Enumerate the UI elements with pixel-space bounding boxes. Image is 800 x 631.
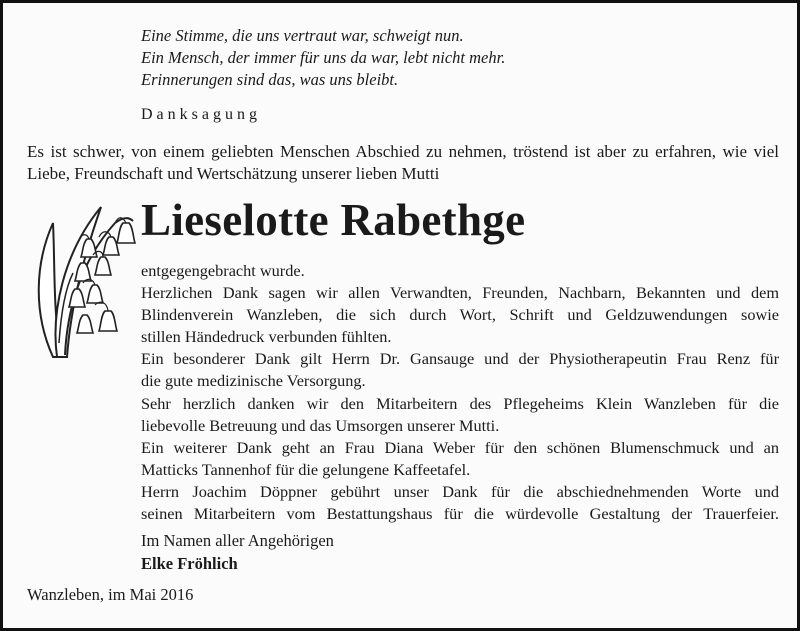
heading-danksagung: Danksagung [141,106,261,123]
deceased-name: Lieselotte Rabethge [141,195,526,245]
poem-line-1: Eine Stimme, die uns vertraut war, schweigt nun. [141,26,464,45]
body-line: liebevolle Betreuung und das Umsorgen unserer Mutti. [141,415,500,435]
body-line: Ein besonderer Dank gilt Herrn Dr. Gansauge und der Physiotherapeutin Frau Renz für [141,349,779,369]
body-line: seinen Mitarbeitern vom Bestattungshaus für die würdevolle Gestaltung der Trauerfeier. [141,504,779,524]
poem [141,25,505,91]
body-line: die gute medizinische Versorgung. [141,371,366,391]
body-line: entgegengebracht wurde. [141,261,305,280]
body-text [141,260,779,525]
place-date: Wanzleben, im Mai 2016 [27,585,194,604]
body-line: Herrn Joachim Döppner gebührt unser Dank für die abschiednehmenden Worte und [141,481,779,501]
body-line: Blindenverein Wanzleben, die sich durch Wort, Schrift und Geldzuwendungen sowie [141,305,779,325]
body-line: stillen Händedruck verbunden fühlten. [141,327,392,347]
poem-line-2: Ein Mensch, der immer für uns da war, lebt nicht mehr. [141,48,506,67]
closing-line: Im Namen aller Angehörigen [141,531,334,550]
poem-line-3: Erinnerungen sind das, was uns bleibt. [141,70,399,89]
body-line: Matticks Tannenhof für die gelungene Kaffeetafel. [141,459,471,479]
intro-paragraph: Es ist schwer, von einem geliebten Menschen Abschied zu nehmen, tröstend ist aber zu erfahren, wie viel Liebe, Freundschaft und Wertschätzung unserer lieben Mutti [27,142,779,183]
lily-of-the-valley-icon [23,193,141,359]
signer-name: Elke Fröhlich [141,554,238,573]
body-line: Sehr herzlich danken wir den Mitarbeitern des Pflegeheims Klein Wanzleben für die [141,393,779,413]
body-line: Ein weiterer Dank geht an Frau Diana Weber für den schönen Blumenschmuck und an [141,437,779,457]
signature-block [141,529,334,575]
body-line: Herzlichen Dank sagen wir allen Verwandten, Freunden, Nachbarn, Bekannten und dem [141,283,779,303]
